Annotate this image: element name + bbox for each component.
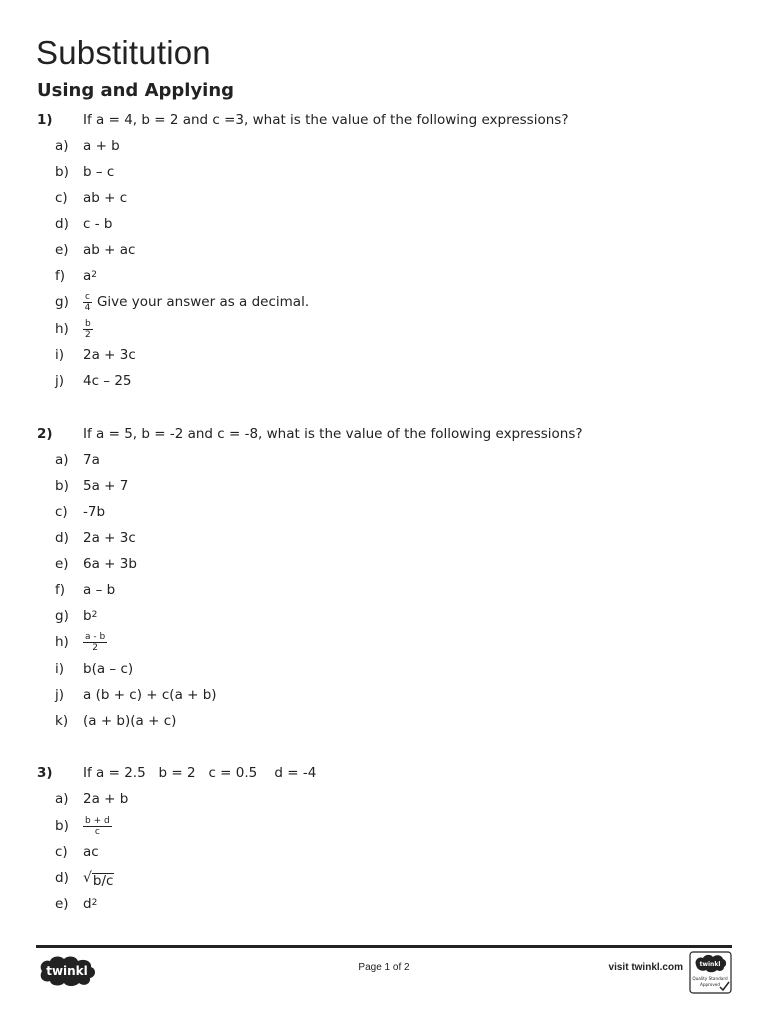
item-expression: 2a + 3c [83, 530, 136, 546]
item-label: b) [55, 818, 69, 834]
item-expression: c - b [83, 216, 113, 232]
item-label: e) [55, 556, 69, 572]
item-label: j) [55, 373, 65, 389]
item-instruction: Give your answer as a decimal. [96, 294, 310, 310]
item-expression [83, 867, 114, 889]
item-expression [83, 291, 309, 313]
question-text: If a = 5, b = -2 and c = -8, what is the value of the following expressions? [83, 426, 583, 442]
item-label: a) [55, 791, 69, 807]
item-label: i) [55, 661, 65, 677]
visit-link[interactable]: visit twinkl.com [608, 962, 683, 973]
radicand: b/c [92, 873, 114, 889]
item-expression: 2a + 3c [83, 347, 136, 363]
item-label: e) [55, 896, 69, 912]
item-label: k) [55, 713, 69, 729]
fraction-denominator: 2 [92, 642, 98, 653]
item-label: f) [55, 268, 66, 284]
item-expression: b $^2$ [83, 605, 97, 627]
item-label: i) [55, 347, 65, 363]
item-label: d) [55, 216, 69, 232]
badge-line-1: Quality Standard [692, 976, 728, 981]
power-base: a [83, 268, 92, 284]
item-expression: ac [83, 844, 99, 860]
item-label: h) [55, 634, 69, 650]
item-expression: 5a + 7 [83, 478, 129, 494]
question-number: 3) [37, 765, 53, 781]
item-label: a) [55, 138, 69, 154]
item-expression: b – c [83, 164, 115, 180]
item-label: c) [55, 844, 68, 860]
item-expression: b(a – c) [83, 661, 134, 677]
power-base: d [83, 896, 92, 912]
item-expression: d $^2$ [83, 893, 97, 915]
fraction [83, 816, 112, 837]
badge-wordmark: twinkl [699, 961, 721, 968]
radical-sign: √ [83, 870, 92, 886]
item-label: e) [55, 242, 69, 258]
logo-wordmark: twinkl [46, 964, 88, 978]
item-expression: a (b + c) + c(a + b) [83, 687, 217, 703]
item-expression [83, 318, 98, 340]
item-label: b) [55, 478, 69, 494]
item-expression: a + b [83, 138, 120, 154]
item-expression: ab + ac [83, 242, 136, 258]
fraction-numerator: a - b [85, 631, 106, 642]
item-label: d) [55, 870, 69, 886]
power-base: b [83, 608, 92, 624]
quality-badge-icon [689, 951, 732, 994]
fraction-numerator: c [85, 291, 90, 302]
fraction [83, 319, 93, 340]
fraction-denominator: 4 [84, 302, 91, 313]
item-expression [83, 631, 112, 653]
fraction-numerator: b [85, 318, 91, 329]
question-text: If a = 4, b = 2 and c =3, what is the value of the following expressions? [83, 112, 569, 128]
fraction-numerator: b + d [85, 815, 110, 826]
section-subtitle: Using and Applying [37, 80, 235, 101]
item-label: g) [55, 608, 69, 624]
fraction [83, 292, 92, 313]
question-number: 1) [37, 112, 53, 128]
item-label: c) [55, 504, 68, 520]
item-expression: 2a + b [83, 791, 129, 807]
item-expression [83, 815, 117, 837]
page-title: Substitution [36, 34, 211, 71]
fraction-denominator: 2 [84, 329, 91, 340]
item-label: b) [55, 164, 69, 180]
item-label: h) [55, 321, 69, 337]
item-label: f) [55, 582, 66, 598]
item-expression: 4c – 25 [83, 373, 132, 389]
item-expression: (a + b)(a + c) [83, 713, 177, 729]
page-number: Page 1 of 2 [358, 962, 410, 973]
item-expression: a – b [83, 582, 116, 598]
item-label: g) [55, 294, 69, 310]
item-expression: -7b [83, 504, 106, 520]
item-label: d) [55, 530, 69, 546]
question-number: 2) [37, 426, 53, 442]
item-expression: ab + c [83, 190, 128, 206]
fraction [83, 632, 107, 653]
fraction-denominator: c [94, 826, 100, 837]
footer-divider [36, 945, 732, 948]
item-expression: 7a [83, 452, 100, 468]
badge-line-2: Approved [699, 982, 721, 987]
item-label: a) [55, 452, 69, 468]
item-expression: 6a + 3b [83, 556, 137, 572]
item-expression: a $^2$ [83, 265, 97, 287]
question-text: If a = 2.5 b = 2 c = 0.5 d = -4 [83, 765, 317, 781]
item-label: j) [55, 687, 65, 703]
square-root [83, 867, 114, 889]
item-label: c) [55, 190, 68, 206]
